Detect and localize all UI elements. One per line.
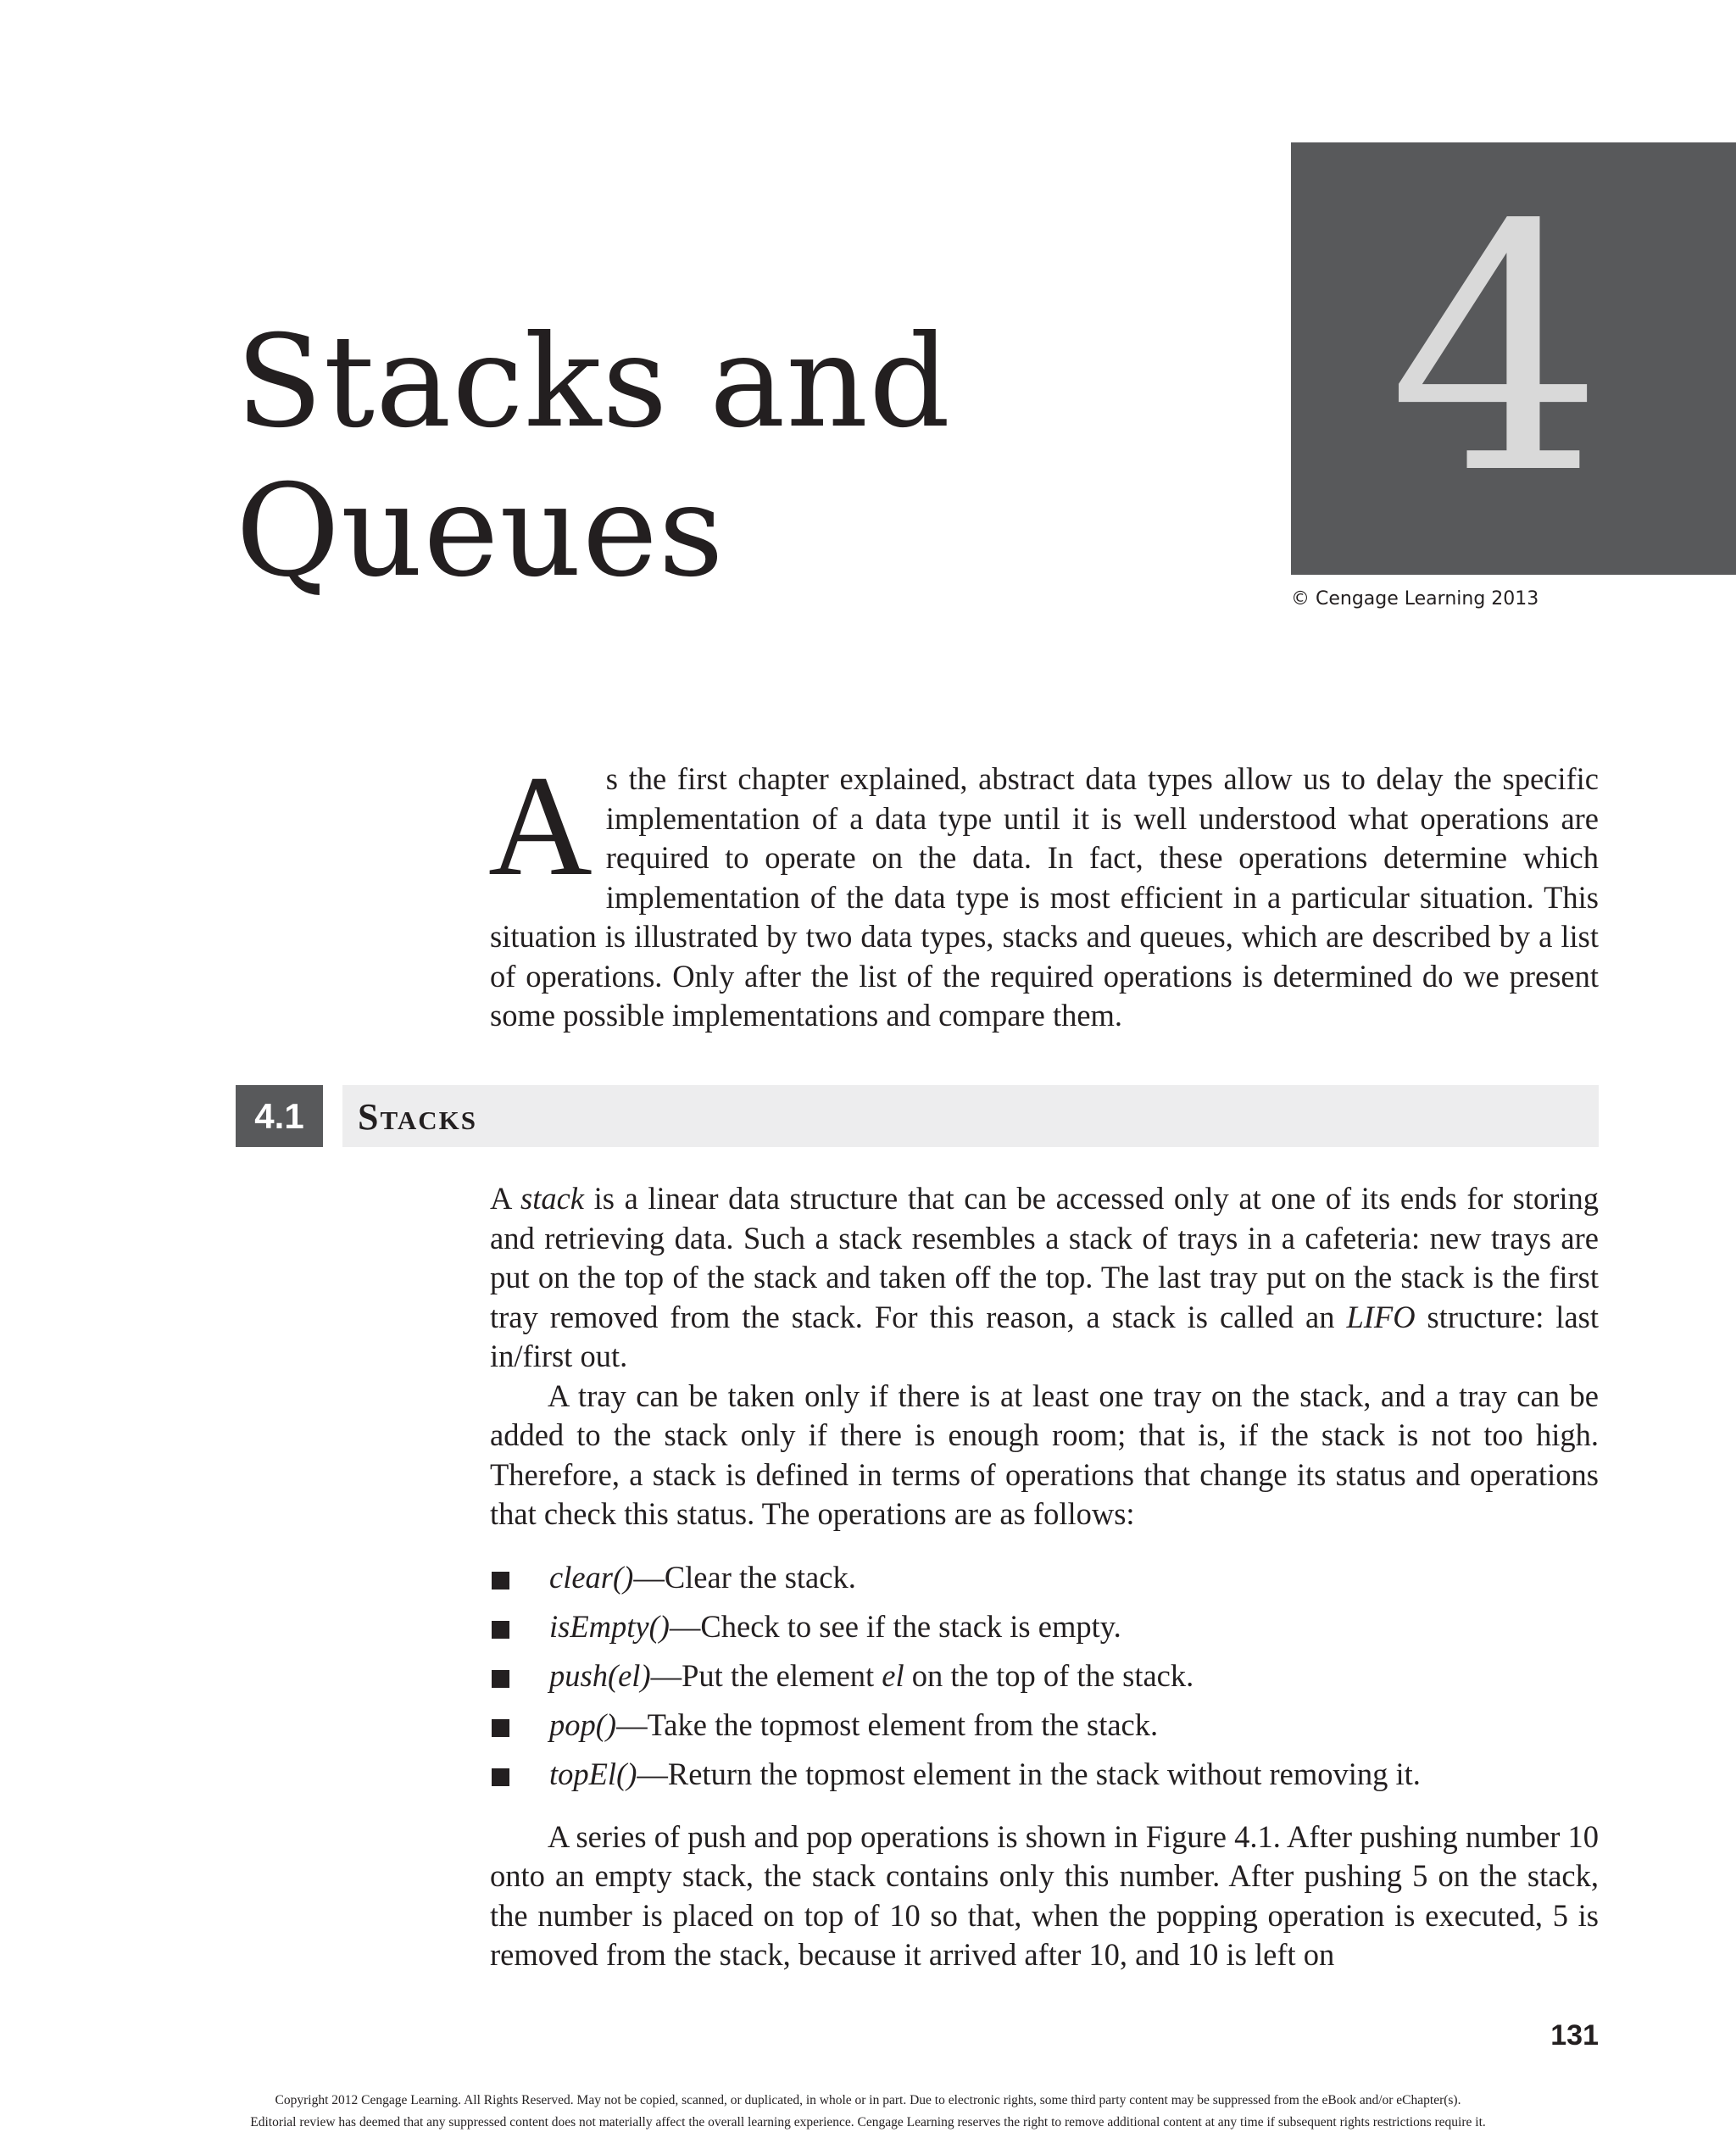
list-item <box>490 1701 1599 1750</box>
footer-line-1: Copyright 2012 Cengage Learning. All Rights Reserved. May not be copied, scanned, or duplicated, in whole or in part. Due to electronic rights, some third party content may be suppressed from the eBook and/or eChapter(s). <box>275 2093 1461 2107</box>
operation-description: —Clear the stack. <box>633 1559 856 1595</box>
paragraph-tray-example: A tray can be taken only if there is at least one tray on the stack, and a tray can be added to the stack only if there is enough room; that is, if the stack is not too high. Therefore, a stack is defined in terms of operations that change its status and operations that check this status. The operations are as follows: <box>490 1378 1599 1531</box>
operation-description: —Take the topmost element from the stack. <box>616 1706 1159 1742</box>
bullet-square-icon <box>492 1719 509 1737</box>
list-item <box>490 1602 1599 1651</box>
term-stack: stack <box>520 1181 584 1216</box>
operations-list <box>490 1553 1599 1799</box>
bullet-square-icon <box>492 1768 509 1786</box>
section-body <box>490 1179 1599 1975</box>
footer-line-2: Editorial review has deemed that any suppressed content does not materially affect the overall learning experience. Cengage Learning reserves the right to remove additional content at any time if subsequent rights restrictions require it. <box>250 2115 1486 2130</box>
section-heading-bar <box>342 1085 1599 1147</box>
text-run: structure: last in/first out. <box>490 1299 1599 1373</box>
copyright-footer <box>0 2090 1736 2134</box>
operation-name: clear() <box>549 1559 634 1595</box>
intro-paragraph <box>488 746 1599 1036</box>
chapter-title <box>236 308 1168 606</box>
operation-description: on the top of the stack. <box>904 1657 1194 1693</box>
drop-cap: A <box>488 746 593 905</box>
chapter-title-line-2: Queues <box>236 457 725 605</box>
term-el: el <box>882 1657 904 1693</box>
list-item <box>490 1651 1599 1701</box>
operation-name: push(el) <box>549 1657 651 1693</box>
operation-description: —Check to see if the stack is empty. <box>669 1608 1121 1644</box>
term-lifo: LIFO <box>1346 1299 1416 1334</box>
paragraph-push-pop-example: A series of push and pop operations is shown in Figure 4.1. After pushing number 10 onto an empty stack, the stack contains only this number. After pushing 5 on the stack, the number is placed on top of 10 so that, when the popping operation is executed, 5 is removed from the stack, because it arrived after 10, and 10 is left on <box>490 1818 1599 1972</box>
paragraph-stack-definition <box>490 1179 1599 1377</box>
chapter-title-line-1: Stacks and <box>236 308 952 456</box>
bullet-square-icon <box>492 1670 509 1688</box>
operation-name: pop() <box>549 1706 617 1742</box>
section-number: 4.1 <box>236 1085 323 1147</box>
bullet-square-icon <box>492 1572 509 1589</box>
operation-description: —Put the element <box>650 1657 882 1693</box>
section-title: Stacks <box>358 1096 477 1138</box>
text-run: A <box>490 1181 520 1216</box>
operation-name: topEl() <box>549 1756 637 1791</box>
list-item <box>490 1553 1599 1602</box>
page-number: 131 <box>1550 2019 1599 2052</box>
operation-name: isEmpty() <box>549 1608 670 1644</box>
text-run: is a linear data structure that can be accessed only at one of its ends for storing and retrieving data. Such a stack resembles a stack of trays in a cafeteria: new trays are put on the top of the stack and taken off the top. The last tray put on the stack is the first tray removed from the stack. For this reason, a stack is called an <box>490 1181 1599 1334</box>
image-credit: © Cengage Learning 2013 <box>1291 588 1539 610</box>
bullet-square-icon <box>492 1621 509 1639</box>
list-item <box>490 1750 1599 1799</box>
operation-description: —Return the topmost element in the stack without removing it. <box>637 1756 1421 1791</box>
intro-text: s the first chapter explained, abstract data types allow us to delay the specific implementation of a data type until it is well understood what operations are required to operate on the data. In fact, these operations determine which implementation of the data type is most efficient in a particular situation. This situation is illustrated by two data types, stacks and queues, which are described by a list of operations. Only after the list of the required operations is determined do we present some possible implementations and compare them. <box>490 761 1599 1033</box>
chapter-number: 4 <box>1388 154 1605 548</box>
